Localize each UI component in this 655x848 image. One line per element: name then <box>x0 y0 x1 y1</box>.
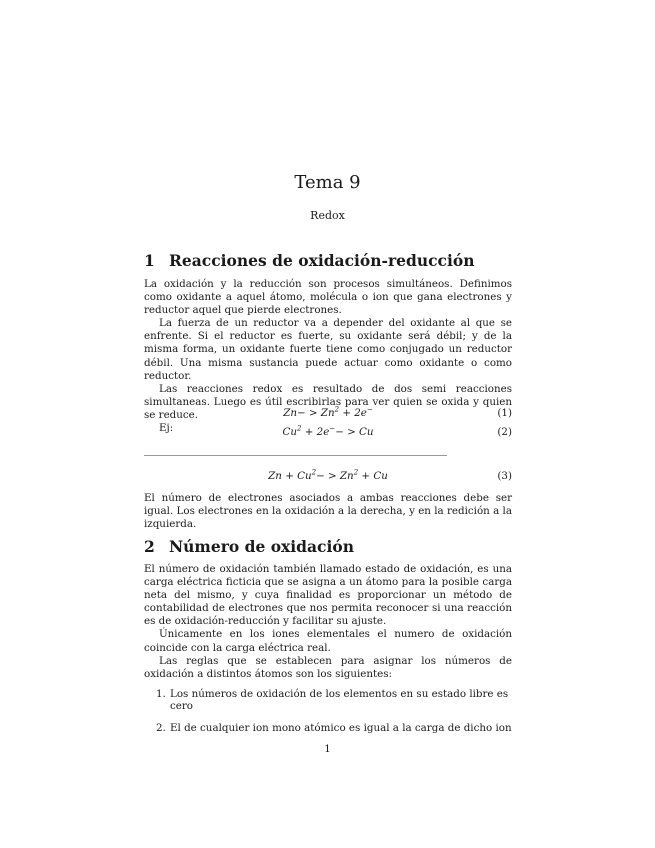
section-title: Reacciones de oxidación-reducción <box>169 251 475 270</box>
document-title: Tema 9 <box>294 172 361 193</box>
equation-tag: (3) <box>497 470 512 482</box>
section-1-closing <box>144 492 512 531</box>
paragraph: Ej: <box>159 422 174 435</box>
eq-sup: 2 <box>334 405 340 414</box>
equation-3 <box>144 470 512 484</box>
section-number: 1 <box>144 251 155 270</box>
paragraph: Las reacciones redox es resultado de dos semi reacciones simultaneas. Luego es útil escribirlas para ver quien se oxida y quien se reduce. <box>144 382 512 421</box>
page-number: 1 <box>324 743 331 755</box>
eq-part: − > Zn <box>316 470 354 482</box>
equation-tag: (2) <box>497 426 512 438</box>
eq-part: + Cu <box>358 470 388 482</box>
eq-sup: 2 <box>297 424 302 433</box>
eq-part: Zn + Cu <box>268 470 312 482</box>
section-heading-1 <box>144 251 474 270</box>
list-label: 2. <box>156 722 166 734</box>
eq-sup: 2 <box>311 468 317 477</box>
eq-sup: 2 <box>353 468 359 477</box>
eq-sup: − <box>366 405 373 414</box>
equation-tag: (1) <box>497 407 512 419</box>
eq-part: Cu <box>282 426 298 438</box>
section-heading-2 <box>144 537 354 556</box>
eq-sup: − <box>329 424 336 433</box>
eq-part: + 2e <box>339 407 367 419</box>
section-2-body <box>144 563 512 681</box>
document-subtitle: Redox <box>310 209 345 222</box>
rules-list <box>144 688 512 744</box>
paragraph: Las reglas que se establecen para asignar los números de oxidación a distintos átomos son los siguientes: <box>144 654 512 680</box>
paragraph: Únicamente en los iones elementales el numero de oxidación coincide con la carga eléctrica real. <box>144 628 512 654</box>
section-number: 2 <box>144 537 155 556</box>
eq-part: Zn− > Zn <box>283 407 335 419</box>
eq-part: + 2e <box>301 426 330 438</box>
list-item <box>144 688 512 712</box>
equation-divider <box>144 455 447 456</box>
equation-1 <box>144 407 512 421</box>
section-title: Número de oxidación <box>169 537 354 556</box>
list-label: 1. <box>156 688 166 700</box>
equation-2 <box>144 426 512 440</box>
eq-part: − > Cu <box>335 426 374 438</box>
list-text: El de cualquier ion mono atómico es igual a la carga de dicho ion <box>170 722 512 734</box>
list-item <box>144 722 512 734</box>
paragraph: El número de oxidación también llamado estado de oxidación, es una carga eléctrica ficticia que se asigna a un átomo para la posible carga neta del mismo, y cuya finalidad es proporcionar un método de contabilidad de electrones que nos permita reconocer si una reacción es de oxidación-reducción y facilitar su ajuste. <box>144 563 512 628</box>
paragraph: El número de electrones asociados a ambas reacciones debe ser igual. Los electrones en la oxidación a la derecha, y en la redición a la izquierda. <box>144 492 512 531</box>
paragraph: La oxidación y la reducción son procesos simultáneos. Definimos como oxidante a aquel átomo, molécula o ion que gana electrones y reductor aquel que pierde electrones. <box>144 278 512 317</box>
paragraph: La fuerza de un reductor va a depender del oxidante al que se enfrente. Si el reductor es fuerte, su oxidante será débil; y de la misma forma, un oxidante fuerte tiene como conjugado un reductor débil. Una misma sustancia puede actuar como oxidante o como reductor. <box>144 317 512 382</box>
list-text: Los números de oxidación de los elementos en su estado libre es cero <box>170 688 509 712</box>
